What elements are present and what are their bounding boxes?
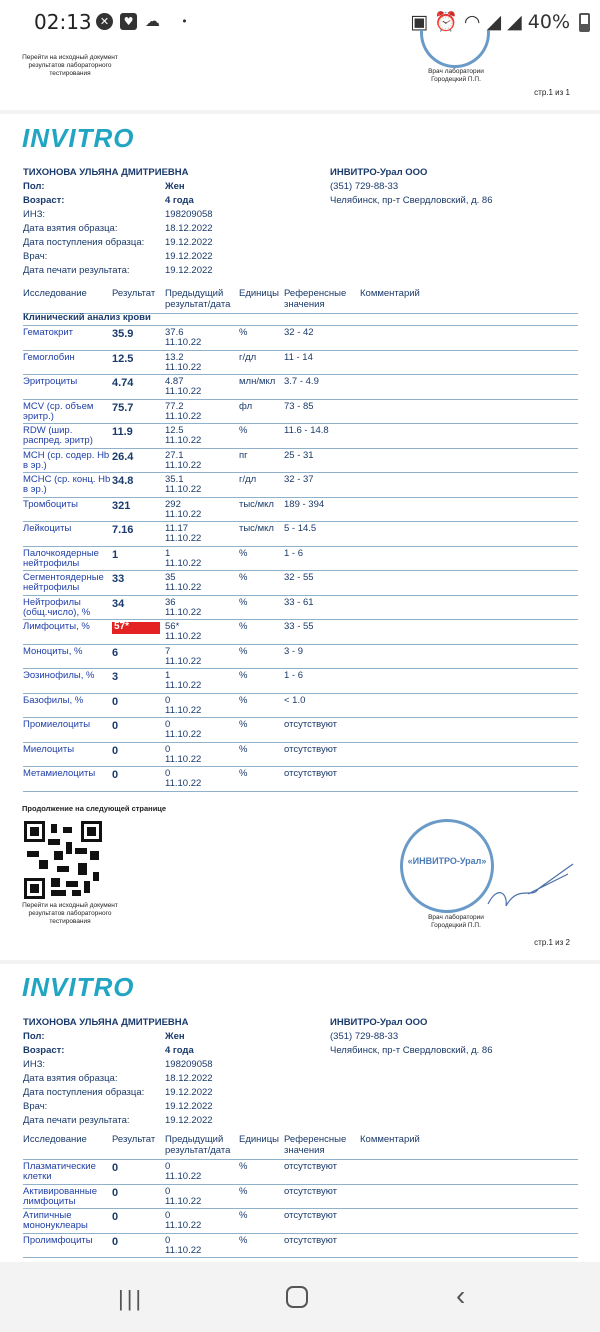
patient-name: ТИХОНОВА УЛЬЯНА ДМИТРИЕВНА xyxy=(23,167,189,178)
result-value: 0 xyxy=(112,769,119,781)
reference-range: отсутствуют xyxy=(284,743,338,755)
result-value: 7.16 xyxy=(112,524,134,536)
table-row xyxy=(23,498,578,523)
test-name: Тромбоциты xyxy=(23,498,78,510)
reference-range: 1 - 6 xyxy=(284,547,304,559)
previous-result: 0 11.10.22 xyxy=(165,743,202,765)
result-value: 0 xyxy=(112,1162,119,1174)
reference-range: отсутствуют xyxy=(284,719,338,730)
table-row xyxy=(23,596,578,621)
reference-range: 32 - 55 xyxy=(284,572,314,583)
page-number: стр.1 из 1 xyxy=(534,88,570,97)
reference-range: отсутствуют xyxy=(284,1161,338,1172)
units: % xyxy=(239,1161,248,1172)
result-value: 0 xyxy=(112,744,119,757)
reference-range: 3.7 - 4.9 xyxy=(284,376,319,387)
reference-range: отсутствуют xyxy=(284,1210,338,1221)
table-row xyxy=(23,694,578,719)
stamp: «ИНВИТРО-Урал» xyxy=(400,819,494,913)
units: % xyxy=(239,1210,248,1221)
table-row xyxy=(23,743,578,768)
lab-name: ИНВИТРО-Урал ООО xyxy=(330,167,428,178)
health-icon: ♥ xyxy=(120,13,137,30)
clock: 02:13 xyxy=(34,10,92,34)
table-row xyxy=(23,375,578,400)
table-row xyxy=(23,351,578,376)
signature xyxy=(478,854,578,914)
reference-range: 189 - 394 xyxy=(284,498,325,510)
reference-range: 32 - 37 xyxy=(284,474,314,485)
units: % xyxy=(239,670,248,681)
previous-result: 37.6 11.10.22 xyxy=(165,327,202,348)
units: млн/мкл xyxy=(239,376,276,387)
home-button[interactable] xyxy=(286,1286,308,1308)
result-value: 0 xyxy=(112,1186,119,1199)
result-value: 11.9 xyxy=(112,426,133,438)
page-3 xyxy=(0,964,600,1262)
units: пг xyxy=(239,449,248,461)
previous-result: 1 11.10.22 xyxy=(165,547,202,569)
table-row xyxy=(23,326,578,351)
units: % xyxy=(239,425,248,436)
result-value: 33 xyxy=(112,573,125,585)
previous-result: 35.1 11.10.22 xyxy=(165,474,202,495)
qr-code[interactable] xyxy=(24,821,102,899)
test-name: Пролимфоциты xyxy=(23,1234,93,1246)
units: % xyxy=(239,768,248,779)
result-value: 0 xyxy=(112,720,119,732)
table-header: Исследование Результат Предыдущий результат/дата Единицы Референсные значения Комментарий xyxy=(23,1134,578,1160)
reference-range: 5 - 14.5 xyxy=(284,523,317,534)
units: % xyxy=(239,645,248,657)
reference-range: отсутствуют xyxy=(284,1234,338,1246)
test-name: Лейкоциты xyxy=(23,523,72,534)
battery-icon xyxy=(579,13,590,32)
lab-address: Челябинск, пр-т Свердловский, д. 86 xyxy=(330,195,493,206)
reference-range: 33 - 55 xyxy=(284,621,314,632)
table-row xyxy=(23,645,578,670)
test-name: Промиелоциты xyxy=(23,719,91,730)
units: тыс/мкл xyxy=(239,523,274,534)
reference-range: 11.6 - 14.8 xyxy=(284,425,329,436)
previous-result: 292 11.10.22 xyxy=(165,498,202,520)
reference-range: < 1.0 xyxy=(284,694,306,706)
previous-result: 56* 11.10.22 xyxy=(165,621,202,642)
units: г/дл xyxy=(239,474,257,485)
previous-result: 27.1 11.10.22 xyxy=(165,449,202,471)
units: % xyxy=(239,694,248,706)
test-name: Эозинофилы, % xyxy=(23,670,95,681)
test-name: Плазматические клетки xyxy=(23,1161,96,1182)
table-row xyxy=(23,1234,578,1259)
result-value: 0 xyxy=(112,1235,119,1248)
previous-result: 11.17 11.10.22 xyxy=(165,523,202,544)
units: % xyxy=(239,547,248,559)
doctor-caption: Врач лаборатории Городецкий П.П. xyxy=(428,914,484,929)
previous-result: 4.87 11.10.22 xyxy=(165,376,202,397)
result-value: 34.8 xyxy=(112,475,134,487)
previous-result: 0 11.10.22 xyxy=(165,1161,202,1182)
invitro-logo: INVITRO xyxy=(22,123,135,153)
result-value: 35.9 xyxy=(112,328,134,340)
units: % xyxy=(239,596,248,608)
previous-result: 13.2 11.10.22 xyxy=(165,351,202,373)
test-name: Метамиелоциты xyxy=(23,768,96,779)
table-row xyxy=(23,1185,578,1210)
reference-range: 25 - 31 xyxy=(284,449,314,461)
result-value: 34 xyxy=(112,597,125,610)
previous-result: 7 11.10.22 xyxy=(165,645,202,667)
test-name: Эритроциты xyxy=(23,376,78,387)
test-name: Моноциты, % xyxy=(23,645,83,657)
result-value: 12.5 xyxy=(112,352,134,365)
recent-apps-button[interactable]: ||| xyxy=(118,1286,145,1311)
status-bar xyxy=(0,0,600,44)
table-row xyxy=(23,718,578,743)
test-name: Палочкоядерные нейтрофилы xyxy=(23,547,99,569)
page-1-footer xyxy=(0,44,600,110)
blocked-icon: ✕ xyxy=(96,13,113,30)
previous-result: 0 11.10.22 xyxy=(165,1185,202,1207)
result-value: 6 xyxy=(112,646,119,659)
units: % xyxy=(239,719,248,730)
result-value: 1 xyxy=(112,548,119,561)
units: % xyxy=(239,327,248,338)
table-row xyxy=(23,424,578,449)
reference-range: 3 - 9 xyxy=(284,645,304,657)
result-value: 3 xyxy=(112,671,119,683)
result-value: 57* xyxy=(112,622,160,634)
patient-header: ТИХОНОВА УЛЬЯНА ДМИТРИЕВНА ИНВИТРО-Урал ООО Пол: Жен (351) 729-88-33 Возраст: 4 года Челябинск, пр-т Свердловский, д. 86 ИНЗ: 198209058 Дата взятия образца: 18.12.2022 Дата поступления образца: 19.12.2022 Врач: 19.12.2022 Дата печати результата: 19.12.2022 xyxy=(23,1017,493,1126)
test-name: Нейтрофилы (общ.число), % xyxy=(23,596,91,618)
units: г/дл xyxy=(239,351,257,363)
cloud-icon: ☁ xyxy=(145,12,160,30)
result-value: 4.74 xyxy=(112,377,134,389)
units: % xyxy=(239,1185,248,1197)
table-row xyxy=(23,620,578,645)
test-name: Миелоциты xyxy=(23,743,75,755)
previous-result: 0 11.10.22 xyxy=(165,694,202,716)
result-value: 321 xyxy=(112,499,131,512)
test-name: RDW (шир. распред. эритр) xyxy=(23,425,93,446)
qr-caption: Перейти на исходный документ результатов лабораторного тестирования xyxy=(22,54,118,77)
units: % xyxy=(239,1234,248,1246)
patient-header: ТИХОНОВА УЛЬЯНА ДМИТРИЕВНА ИНВИТРО-Урал ООО Пол: Жен (351) 729-88-33 Возраст: 4 года Челябинск, пр-т Свердловский, д. 86 ИНЗ: 198209058 Дата взятия образца: 18.12.2022 Дата поступления образца: 19.12.2022 Врач: 19.12.2022 Дата печати результата: 19.12.2022 xyxy=(23,167,493,276)
invitro-logo: INVITRO xyxy=(22,972,135,1002)
units: % xyxy=(239,621,248,632)
status-icons: ▣ ⏰ ◠ ◢ ◢ 40% xyxy=(410,11,570,33)
previous-result: 0 11.10.22 xyxy=(165,1210,202,1231)
units: фл xyxy=(239,400,253,412)
result-value: 0 xyxy=(112,1211,119,1223)
table-row xyxy=(23,669,578,694)
table-header: Исследование Результат Предыдущий результат/дата Единицы Референсные значения Комментарий xyxy=(23,288,578,314)
table-row xyxy=(23,1160,578,1185)
previous-result: 1 11.10.22 xyxy=(165,670,202,691)
table-row xyxy=(23,547,578,572)
test-name: Атипичные мононуклеары xyxy=(23,1210,88,1231)
nav-bar xyxy=(0,1262,600,1332)
page-2 xyxy=(0,114,600,960)
reference-range: 11 - 14 xyxy=(284,351,313,363)
units: % xyxy=(239,572,248,583)
back-button[interactable]: ‹ xyxy=(456,1280,466,1311)
table-row xyxy=(23,571,578,596)
previous-result: 35 11.10.22 xyxy=(165,572,202,593)
reference-range: отсутствуют xyxy=(284,1185,338,1197)
test-name: Гематокрит xyxy=(23,327,74,338)
table-row xyxy=(23,522,578,547)
result-value: 0 xyxy=(112,695,119,708)
test-name: Гемоглобин xyxy=(23,351,75,363)
doctor-caption: Врач лаборатории Городецкий П.П. xyxy=(428,68,484,83)
test-name: MCHC (ср. конц. Hb в эр.) xyxy=(23,474,111,495)
reference-range: 32 - 42 xyxy=(284,327,314,338)
result-value: 75.7 xyxy=(112,401,134,414)
reference-range: 1 - 6 xyxy=(284,670,304,681)
table-row xyxy=(23,473,578,498)
previous-result: 36 11.10.22 xyxy=(165,596,202,618)
dot-icon: • xyxy=(181,15,188,28)
stamp xyxy=(420,30,490,68)
previous-result: 77.2 11.10.22 xyxy=(165,400,202,422)
test-name: MCH (ср. содер. Hb в эр.) xyxy=(23,449,110,471)
reference-range: 33 - 61 xyxy=(284,596,314,608)
units: % xyxy=(239,743,248,755)
lab-phone: (351) 729-88-33 xyxy=(330,181,399,192)
previous-result: 12.5 11.10.22 xyxy=(165,425,202,446)
previous-result: 0 11.10.22 xyxy=(165,719,202,740)
continue-note: Продолжение на следующей странице xyxy=(22,804,167,813)
reference-range: отсутствуют xyxy=(284,768,338,779)
qr-caption: Перейти на исходный документ результатов лабораторного тестирования xyxy=(22,902,118,925)
previous-result: 0 11.10.22 xyxy=(165,1234,202,1256)
units: тыс/мкл xyxy=(239,498,274,510)
test-name: Активированные лимфоциты xyxy=(23,1185,98,1207)
test-name: Базофилы, % xyxy=(23,694,84,706)
section-title: Клинический анализ крови xyxy=(23,312,578,326)
test-name: MCV (ср. объем эритр.) xyxy=(23,400,94,422)
test-name: Лимфоциты, % xyxy=(23,621,90,632)
page-number: стр.1 из 2 xyxy=(534,938,570,947)
previous-result: 0 11.10.22 xyxy=(165,768,202,789)
test-name: Сегментоядерные нейтрофилы xyxy=(23,572,104,593)
table-row xyxy=(23,449,578,474)
battery-percent: 40% xyxy=(527,11,570,33)
table-row xyxy=(23,1209,578,1234)
table-row xyxy=(23,767,578,792)
table-row xyxy=(23,400,578,425)
result-value: 26.4 xyxy=(112,450,134,463)
reference-range: 73 - 85 xyxy=(284,400,314,412)
